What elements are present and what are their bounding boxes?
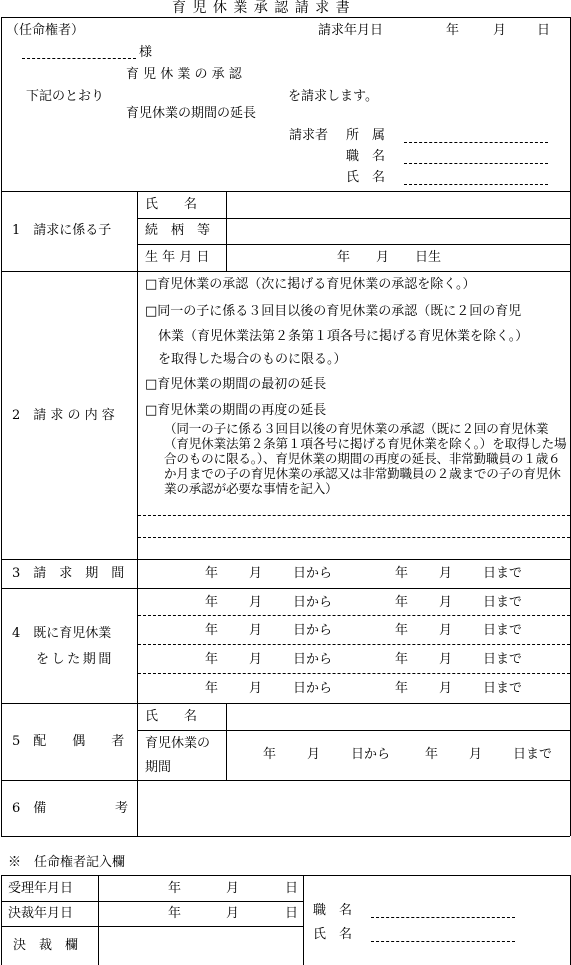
requester-label: 請求者 [289, 128, 329, 143]
option-first-extension[interactable]: □育児休業の期間の最初の延長 [145, 377, 327, 392]
option-third-approval-l3: を取得した場合のものに限る。） [158, 352, 347, 367]
child-relation-label: 続 柄 等 [145, 223, 211, 238]
section3-label: 3 請 求 期 間 [12, 566, 125, 581]
section1-label: 1 請求に係る子 [12, 223, 112, 238]
affiliation-field[interactable] [404, 142, 548, 143]
footer-post-field[interactable] [371, 917, 515, 918]
request-date-month: 月 [493, 23, 507, 38]
option-third-approval[interactable]: □同一の子に係る３回目以後の育児休業の承認（既に２回の育児 [145, 304, 522, 319]
addressee-field[interactable] [22, 58, 136, 59]
footer-name-field[interactable] [371, 941, 515, 942]
request-date-label: 請求年月日 [318, 23, 384, 38]
sama-label: 様 [139, 45, 153, 60]
spouse-leave-label-l2: 期間 [145, 760, 172, 775]
page-title: 育 児 休 業 承 認 請 求 書 [172, 0, 351, 16]
reason-line-1[interactable] [138, 515, 570, 516]
decision-month: 月 [226, 906, 240, 921]
approval-option: 育 児 休 業 の 承 認 [126, 67, 242, 82]
requester-name-field[interactable] [404, 184, 548, 185]
request-date-year: 年 [446, 23, 460, 38]
decision-day: 日 [285, 906, 299, 921]
section5-label: 5 配 偶 者 [12, 734, 125, 749]
child-name-label: 氏 名 [145, 197, 198, 212]
option-third-approval-l2: 休業（育児休業法第２条第１項各号に掲げる育児休業を除く。） [158, 329, 529, 344]
requester-name-label: 氏 名 [346, 170, 386, 185]
reason-note: （同一の子に係る３回目以後の育児休業の承認（既に２回の育児休業（育児休業法第２条第１項各号に掲げる育児休業を除く。）を取得した場合のものに限る。）、育児休業の期間の再度の延長、非常勤職員の１歳６か月までの子の育児休業の承認又は非常勤職員の２歳までの子の育児休業の承認が必要な事情を記入） [164, 421, 567, 496]
following-label: 下記のとおり [26, 89, 105, 104]
child-birth-label: 生 年 月 日 [145, 250, 210, 265]
option-second-extension[interactable]: □育児休業の期間の再度の延長 [145, 403, 327, 418]
appointer-label: （任命権者） [6, 23, 85, 38]
section2-label: 2 請 求 の 内 容 [12, 408, 115, 423]
footer-name-label: 氏 名 [313, 927, 353, 942]
affiliation-label: 所 属 [346, 128, 386, 143]
section4-label-l2: をした期間 [36, 652, 115, 667]
receipt-year: 年 [168, 881, 182, 896]
reason-line-2[interactable] [138, 537, 570, 538]
request-suffix: を請求します。 [288, 89, 378, 104]
section6-label-end: 考 [115, 801, 129, 816]
spouse-leave-label: 育児休業の [145, 736, 211, 751]
spouse-name-label: 氏 名 [145, 709, 198, 724]
approval-column-label: 決 裁 欄 [13, 938, 79, 953]
decision-date-label: 決裁年月日 [8, 906, 74, 921]
appointer-note: ※ 任命権者記入欄 [8, 855, 126, 870]
option-approval[interactable]: □育児休業の承認（次に掲げる育児休業の承認を除く。） [145, 277, 476, 292]
section6-label: 6 備 [12, 801, 47, 816]
receipt-month: 月 [226, 881, 240, 896]
post-label: 職 名 [346, 149, 386, 164]
receipt-date-label: 受理年月日 [8, 881, 74, 896]
child-birth-value: 年 月 日生 [337, 250, 442, 265]
post-field[interactable] [404, 163, 548, 164]
footer-post-label: 職 名 [313, 903, 353, 918]
decision-year: 年 [168, 906, 182, 921]
request-date-day: 日 [537, 23, 551, 38]
section4-label: 4 既に育児休業 [12, 626, 112, 641]
extension-option: 育児休業の期間の延長 [126, 106, 257, 121]
receipt-day: 日 [285, 881, 299, 896]
